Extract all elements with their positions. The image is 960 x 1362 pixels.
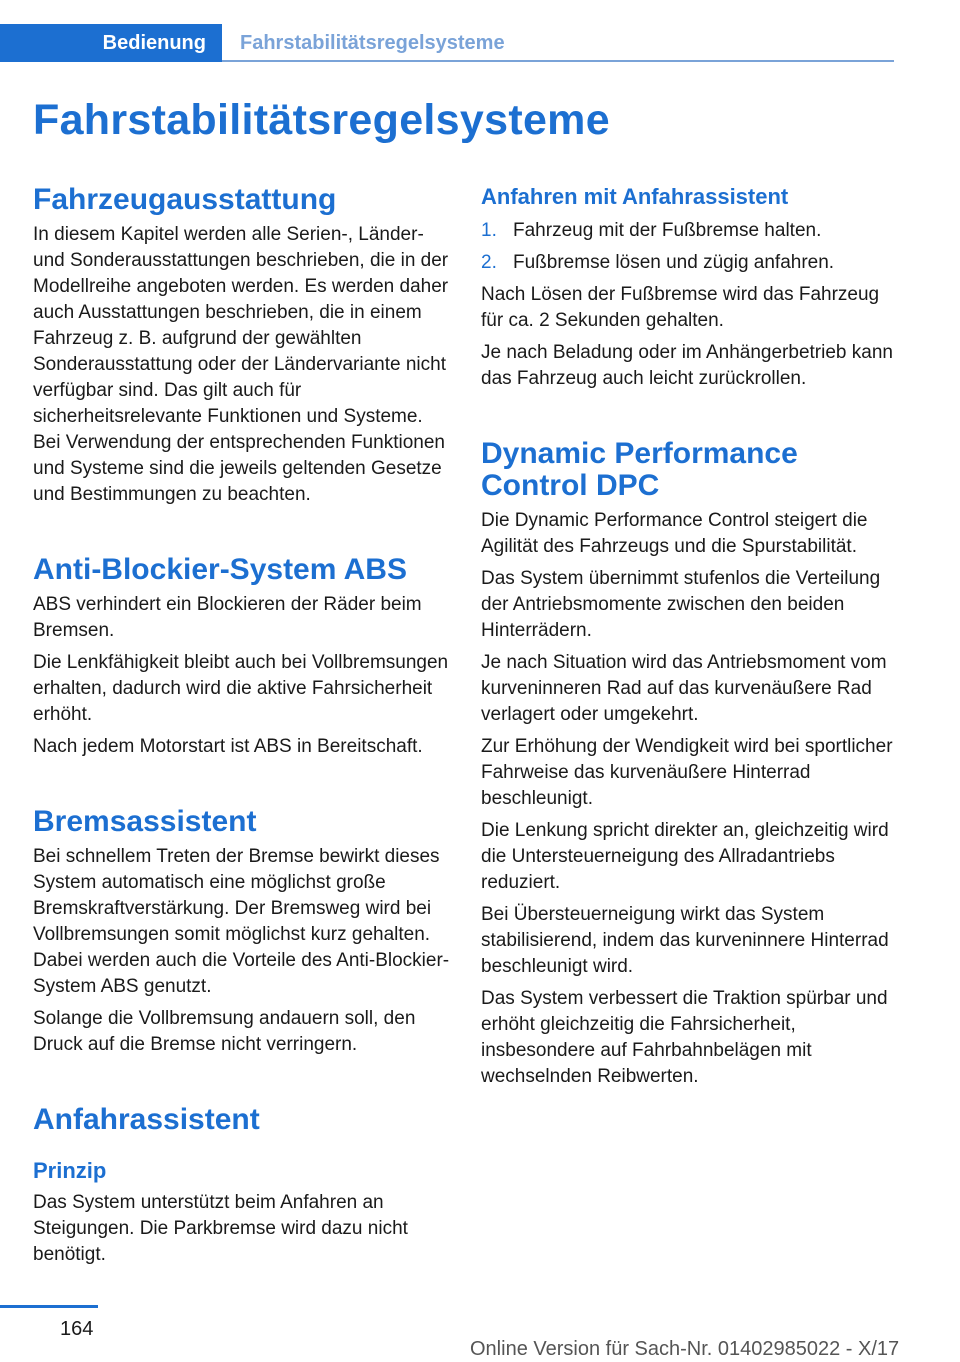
section-abs [33,554,451,760]
footer-version: Online Version für Sach-Nr. 01402985022 - X/17 [470,1338,900,1360]
paragraph: Das System verbessert die Traktion spürbar und erhöht gleichzeitig die Fahrsicherheit, insbesondere auf Fahrbahnbelägen mit wechselnden Reibwerten. [481,988,888,1087]
section-heading: Anti-Blockier-System ABS [33,553,407,586]
section-heading: Anfahrassistent [33,1103,260,1136]
section-heading: Fahrzeugausstattung [33,183,337,216]
paragraph: ABS verhindert ein Blockieren der Räder beim Bremsen. [33,594,422,641]
step-text: Fußbremse lösen und zügig anfahren. [513,252,835,273]
header-divider [222,60,894,62]
section-bremsassistent [33,806,451,1058]
paragraph: Bei Übersteuerneigung wirkt das System stabilisierend, indem das kurveninnere Hinterrad beschleunigt wird. [481,904,889,977]
paragraph: Je nach Situation wird das Antriebsmoment vom kurveninneren Rad auf das kurvenäußere Rad verlagert oder umgekehrt. [481,652,887,725]
list-item [481,218,899,244]
step-number: 2. [481,252,497,273]
subsection-heading: Anfahren mit Anfahrassistent [481,184,789,209]
paragraph: Bei schnellem Treten der Bremse bewirkt dieses System automatisch eine möglichst große Bremskraftverstärkung. Der Bremsweg wird bei Vollbremsungen somit möglichst kurz gehalten. Dabei werden auch die Vorteile des Anti-Blockier-System ABS genutzt. [33,846,450,997]
tab-fahrstabilitaetsregelsysteme[interactable]: Fahrstabilitätsregelsysteme [240,32,505,54]
right-column [481,184,899,1096]
paragraph: Nach jedem Motorstart ist ABS in Bereitschaft. [33,736,423,757]
section-anfahrassistent [33,1104,451,1268]
paragraph: Solange die Vollbremsung andauern soll, den Druck auf die Bremse nicht verringern. [33,1008,416,1055]
step-text: Fahrzeug mit der Fußbremse halten. [513,220,822,241]
section-anfahren-mit-anfahrassistent [481,184,899,392]
page-title: Fahrstabilitätsregelsysteme [33,96,610,144]
header-tab-bar [0,24,894,62]
paragraph: Nach Lösen der Fußbremse wird das Fahrzeug für ca. 2 Sekunden gehalten. [481,284,880,331]
paragraph: Die Lenkfähigkeit bleibt auch bei Vollbremsungen erhalten, dadurch wird die aktive Fahrsicherheit erhöht. [33,652,449,725]
page-number: 164 [60,1318,94,1340]
paragraph: Das System unterstützt beim Anfahren an Steigungen. Die Parkbremse wird dazu nicht benötigt. [33,1192,408,1265]
paragraph: In diesem Kapitel werden alle Serien-, Länder- und Sonderausstattungen beschrieben, die in der Modellreihe angeboten werden. Es werden daher auch Ausstattungen beschrieben, die in einem Fahrzeug z. B. aufgrund der gewählten Sonderausstattung oder der Ländervariante nicht verfügbar sind. Das gilt auch für sicherheitsrelevante Funktionen und Systeme. Bei Verwendung der entsprechenden Funktionen und Systeme sind die jeweils geltenden Gesetze und Bestimmungen zu beachten. [33,224,449,505]
paragraph: Zur Erhöhung der Wendigkeit wird bei sportlicher Fahrweise das kurvenäußere Hinterrad beschleunigt. [481,736,893,809]
paragraph: Die Lenkung spricht direkter an, gleichzeitig wird die Untersteuerneigung des Allradantriebs reduziert. [481,820,889,893]
footer-rule [0,1305,98,1308]
section-heading: Dynamic Performance Control DPC [481,437,798,502]
steps-list [481,218,899,276]
left-column [33,184,451,1274]
tab-bedienung[interactable]: Bedienung [0,24,222,62]
list-item [481,250,899,276]
subsection-heading: Prinzip [33,1158,107,1183]
step-number: 1. [481,220,497,241]
paragraph: Je nach Beladung oder im Anhängerbetrieb kann das Fahrzeug auch leicht zurückrollen. [481,342,893,389]
section-dpc [481,438,899,1090]
section-fahrzeugausstattung [33,184,451,508]
paragraph: Die Dynamic Performance Control steigert die Agilität des Fahrzeugs und die Spurstabilität. [481,510,868,557]
section-heading: Bremsassistent [33,805,257,838]
paragraph: Das System übernimmt stufenlos die Verteilung der Antriebsmomente zwischen den beiden Hinterrädern. [481,568,881,641]
